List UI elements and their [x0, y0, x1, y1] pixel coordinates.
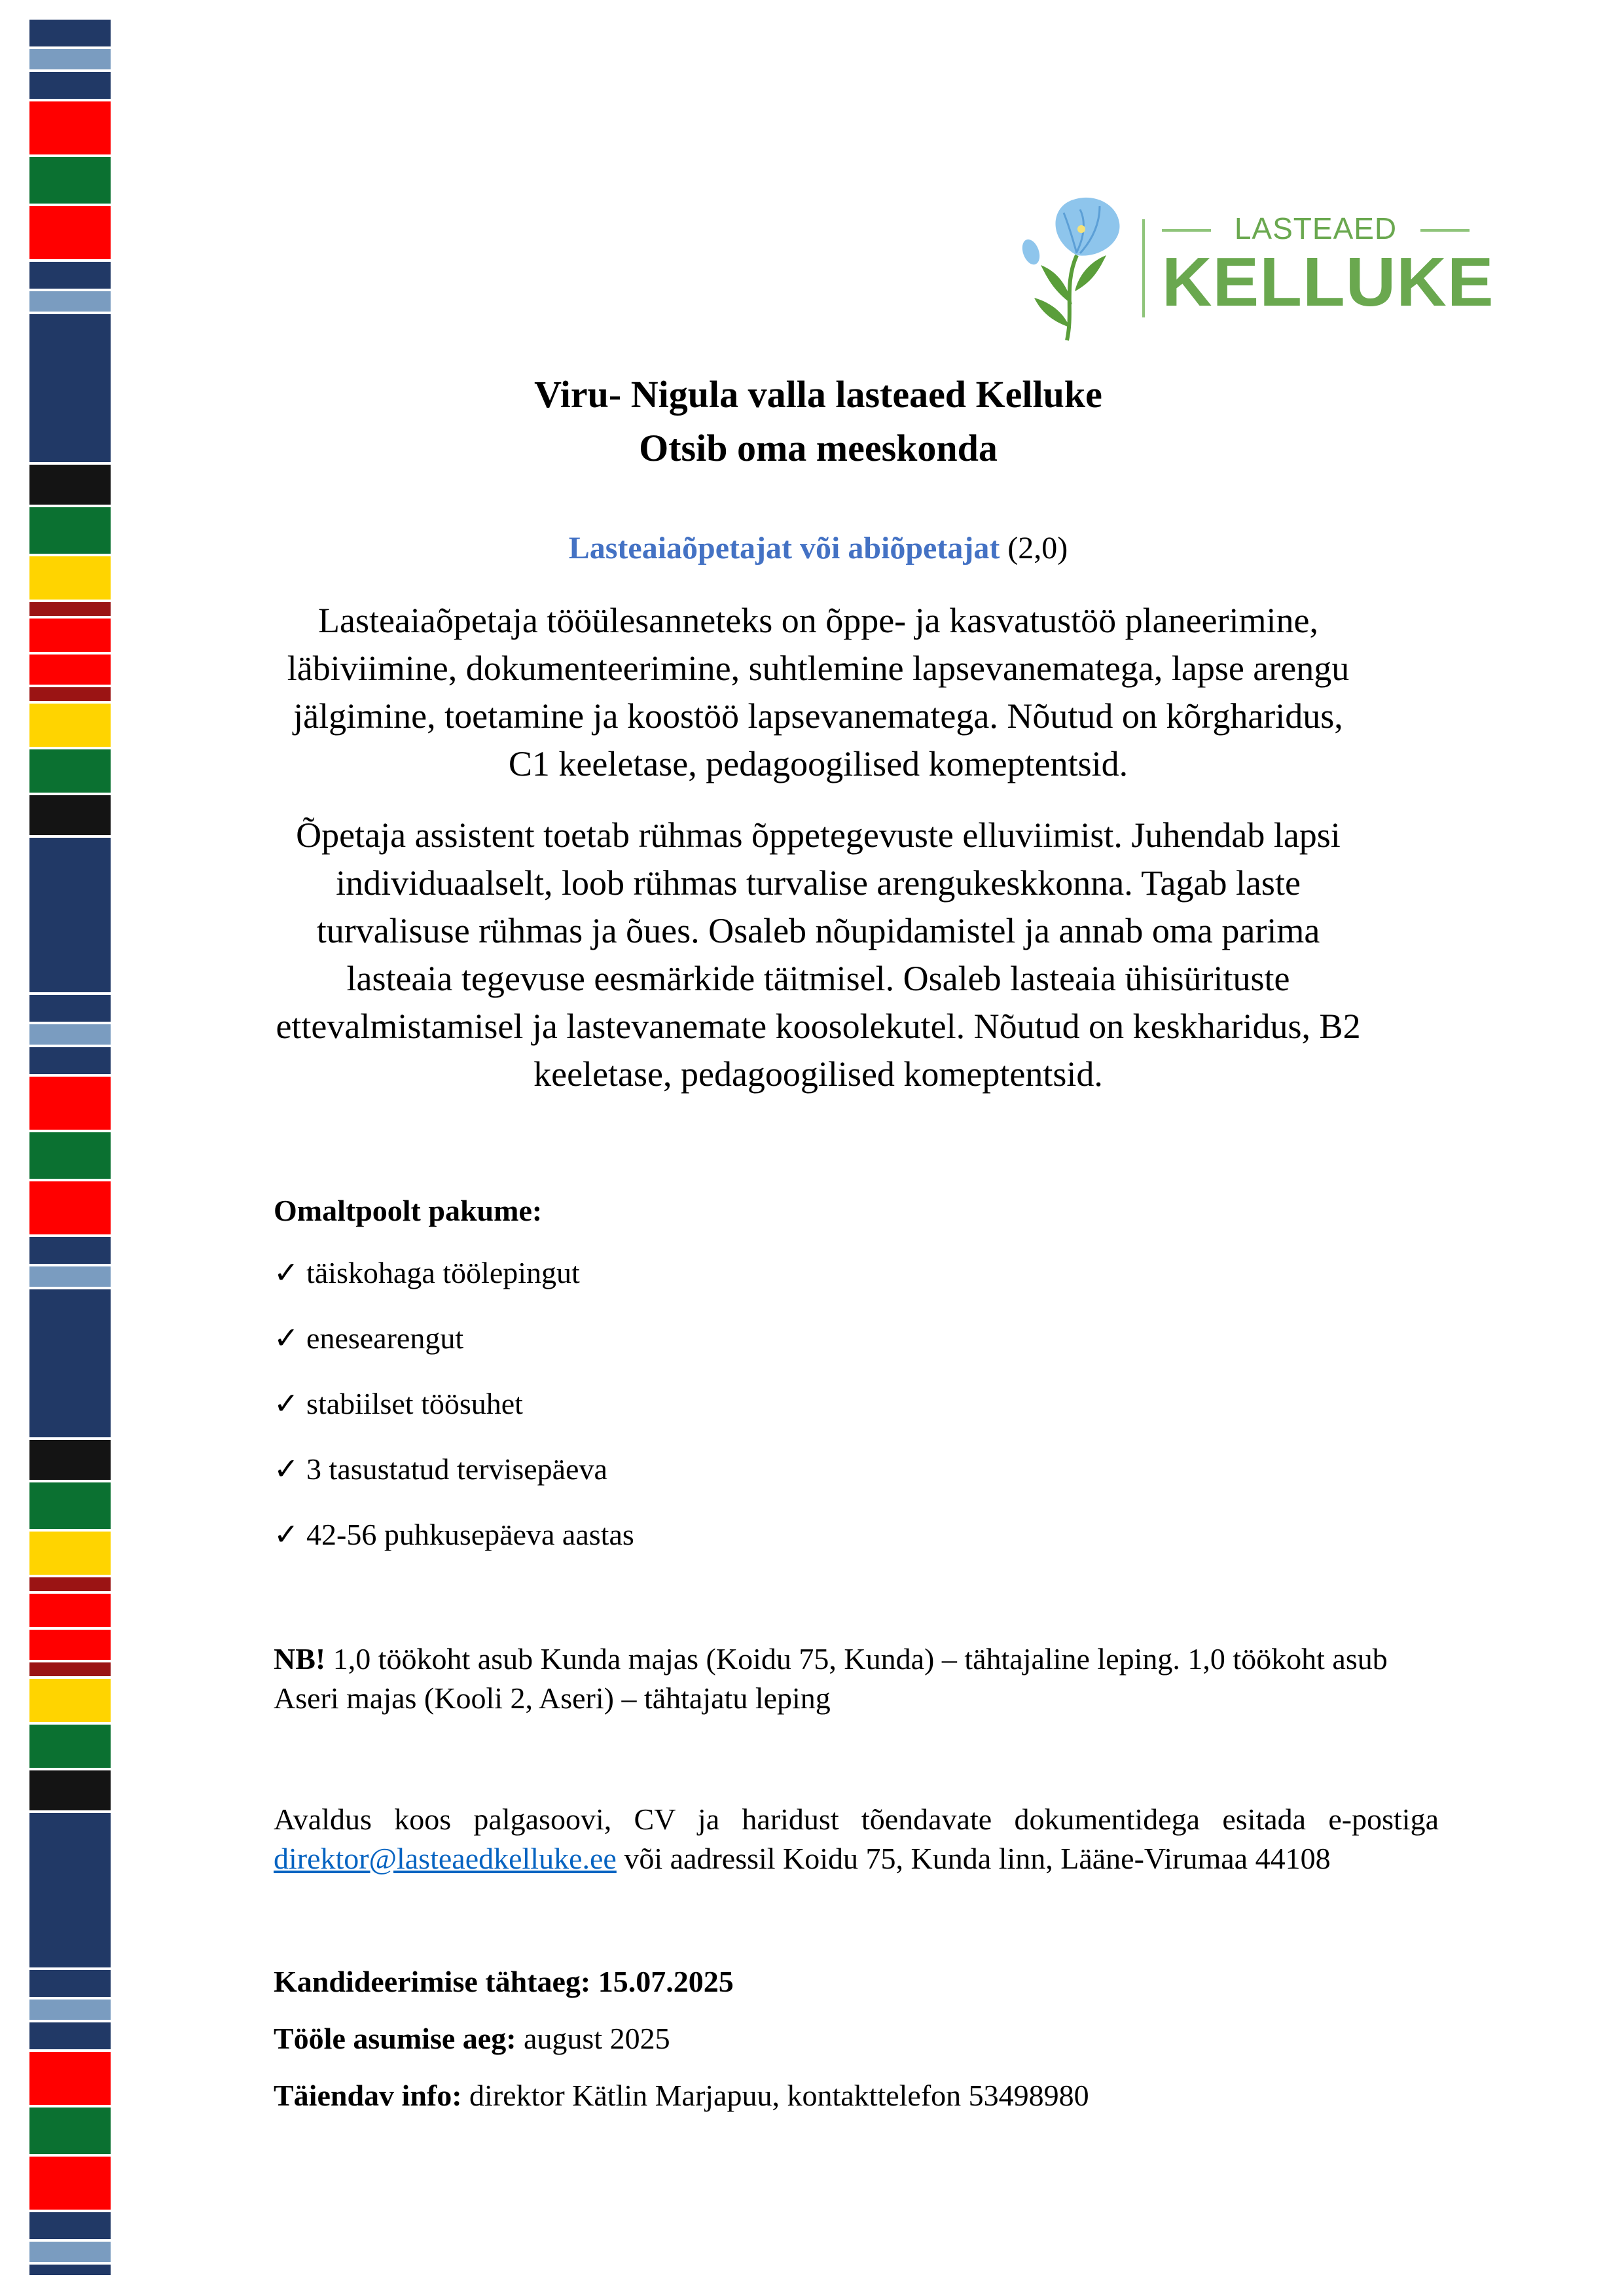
stripe-segment [29, 655, 111, 685]
stripe-segment [29, 1813, 111, 1967]
start-date: Tööle asumise aeg: august 2025 [274, 2022, 670, 2055]
assistant-description: Õpetaja assistent toetab rühmas õppetegevuste elluviimist. Juhendab lapsi individuaalselt, loob rühmas turvalise arengukeskkonna. Tagab laste turvalisuse rühmas ja õues. Osaleb nõupidamistel ja annab oma parima lasteaia tegevuse eesmärkide täitmisel. Osaleb lasteaia ühisürituste ettevalmistamisel ja lastevanemate koosolekutel. Nõutud on keskharidus, B2 keeletase, pedagoogilised komeptentsid. [276, 816, 1361, 1094]
stripe-segment [29, 2108, 111, 2154]
stripe-segment [29, 1970, 111, 1997]
page-subtitle: Otsib oma meeskonda [639, 427, 998, 469]
stripe-segment [29, 619, 111, 652]
logo-name: KELLUKE [1162, 243, 1494, 321]
stripe-segment [29, 507, 111, 554]
position-title: Lasteaiaõpetajat või abiõpetajat [568, 531, 1000, 565]
logo-divider [1142, 219, 1145, 317]
stripe-segment [29, 1440, 111, 1480]
stripe-segment [29, 749, 111, 793]
stripe-segment [29, 795, 111, 835]
stripe-segment [29, 2265, 111, 2275]
list-item: ✓ 42-56 puhkusepäeva aastas [274, 1518, 634, 1551]
stripe-segment [29, 2000, 111, 2020]
stripe-segment [29, 2052, 111, 2105]
stripe-segment [29, 20, 111, 46]
stripe-segment [29, 1577, 111, 1591]
additional-info: Täiendav info: direktor Kätlin Marjapuu, kontakttelefon 53498980 [274, 2079, 1089, 2112]
decorative-stripe [29, 20, 111, 2278]
stripe-segment [29, 1725, 111, 1768]
nb-label: NB! [274, 1642, 326, 1676]
stripe-segment [29, 1024, 111, 1045]
stripe-segment [29, 465, 111, 505]
list-item: ✓ 3 tasustatud tervisepäeva [274, 1452, 607, 1486]
stripe-segment [29, 838, 111, 992]
check-icon: ✓ [274, 1387, 299, 1420]
stripe-segment [29, 72, 111, 99]
stripe-segment [29, 49, 111, 69]
logo-subtitle: LASTEAED [1162, 211, 1470, 246]
stripe-segment [29, 2242, 111, 2262]
stripe-segment [29, 101, 111, 154]
stripe-segment [29, 687, 111, 701]
list-item: ✓ stabiilset töösuhet [274, 1387, 523, 1420]
stripe-segment [29, 556, 111, 600]
stripe-segment [29, 2212, 111, 2239]
stripe-segment [29, 1770, 111, 1810]
stripe-segment [29, 1630, 111, 1660]
stripe-segment [29, 2157, 111, 2210]
teacher-description: Lasteaiaõpetaja tööülesanneteks on õppe- ja kasvatustöö planeerimine, läbiviimine, dokumenteerimine, suhtlemine lapsevanematega, lapse arengu jälgimine, toetamine ja koostöö lapsevanematega. Nõutud on kõrgharidus, C1 keeletase, pedagoogilised komeptentsid. [287, 601, 1350, 783]
list-item: ✓ täiskohaga töölepingut [274, 1256, 580, 1289]
check-icon: ✓ [274, 1256, 299, 1289]
list-item: ✓ enesearengut [274, 1321, 464, 1355]
stripe-segment [29, 1077, 111, 1130]
stripe-segment [29, 704, 111, 747]
stripe-segment [29, 1662, 111, 1676]
stripe-segment [29, 1266, 111, 1287]
position-load: (2,0) [1007, 531, 1068, 565]
stripe-segment [29, 995, 111, 1022]
stripe-segment [29, 1237, 111, 1264]
stripe-segment [29, 1594, 111, 1627]
check-icon: ✓ [274, 1518, 299, 1551]
position-heading [327, 529, 1309, 568]
nb-text: 1,0 töökoht asub Kunda majas (Koidu 75, Kunda) – tähtajaline leping. 1,0 töökoht asub Aseri majas (Kooli 2, Aseri) – tähtajatu leping [274, 1642, 1388, 1715]
stripe-segment [29, 1181, 111, 1234]
stripe-segment [29, 602, 111, 616]
stripe-segment [29, 1679, 111, 1722]
nb-note [274, 1640, 1439, 1718]
stripe-segment [29, 314, 111, 462]
stripe-segment [29, 157, 111, 204]
stripe-segment [29, 206, 111, 259]
stripe-segment [29, 1289, 111, 1437]
offer-heading: Omaltpoolt pakume: [274, 1194, 543, 1227]
stripe-segment [29, 291, 111, 312]
check-icon: ✓ [274, 1321, 299, 1355]
email-link[interactable]: direktor@lasteaedkelluke.ee [274, 1842, 617, 1875]
stripe-segment [29, 1047, 111, 1074]
deadline: Kandideerimise tähtaeg: 15.07.2025 [274, 1965, 734, 1998]
stripe-segment [29, 2022, 111, 2049]
stripe-segment [29, 1482, 111, 1529]
check-icon: ✓ [274, 1452, 299, 1486]
page-title: Viru- Nigula valla lasteaed Kelluke [534, 373, 1102, 416]
application-info: Avaldus koos palgasoovi, CV ja haridust tõendavate dokumentidega esitada e-postiga direktor@lasteaedkelluke.ee või aadressil Koidu 75, Kunda linn, Lääne-Virumaa 44108 [274, 1803, 1439, 1875]
stripe-segment [29, 1132, 111, 1179]
stripe-segment [29, 1532, 111, 1575]
stripe-segment [29, 262, 111, 289]
